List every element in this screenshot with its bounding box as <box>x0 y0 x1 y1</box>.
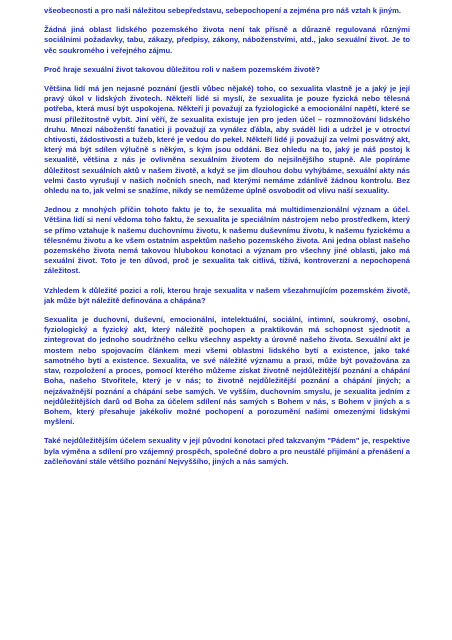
question-heading-2: Vzhledem k důležité pozici a roli, kterou hraje sexualita v našem všezahrnujícím pozemském životě, jak může být náležitě definována a chápána? <box>44 285 410 305</box>
question-heading-1: Proč hraje sexuální život takovou důležitou roli v našem pozemském životě? <box>44 64 320 74</box>
paragraph-views-on-sexuality: Většina lidí má jen nejasné poznání (jestli vůbec nějaké) toho, co sexualita vlastně je a jaký je její pravý úkol v lidských životech. Někteří lidé si myslí, že sexualita je pouze fyzická nebo tělesná potřeba, která musí být uspokojena. Někteří ji považují za fyziologické a emocionální napětí, které se musí příležitostně vybít. Jiní věří, že sexualita existuje jen pro jeden účel – rozmnožování lidského druhu. Mnozí náboženští fanatici ji považují za vynález ďábla, aby sváděl lidi a udržel je v otroctví chtivosti, žádostivosti a tužeb, které je vedou do pekel. Někteří lidé ji považují za velmi posvátný akt, který má být sdílen výlučně s někým, s kým jsou oddáni. Bez ohledu na to, jaký je náš postoj k sexualitě, většina z nás je ovlivněna sexuálním životem do nejsilnějšího stupně. Ale popíráme důležitost sexuálních aktů v našem životě, a když se jim dlouhou dobu vyhýbáme, sexuální akty nás velmi často vyrušují v našich nočních snech, nad kterými nemáme zdánlivě žádnou kontrolu. Bez ohledu na to, jak velmi se snažíme, nikdy se nemůžeme úplně osvobodit od vlivu naší sexuality. <box>44 84 410 196</box>
paragraph-regulation: Žádná jiná oblast lidského pozemského života není tak přísně a důrazně regulovaná různými sociálními požadavky, tabu, zákazy, předpisy, zákony, náboženstvími, atd., jako sexuální život. Je to věc soukromého i veřejného zájmu. <box>44 25 410 55</box>
paragraph-multidimensional: Jednou z mnohých příčin tohoto faktu je to, že sexualita má multidimenzionální význam a účel. Většina lidí si není vědoma toho faktu, že sexualita je speciálním nástrojem nebo prostředkem, který se přímo vztahuje k našemu duchovnímu životu, k našemu duševnímu životu, k našemu fyzickému a tělesnému životu a ke všem ostatním aspektům našeho pozemského života. Ani jedna oblast našeho pozemského života nemá takovou hlubokou konotaci a význam pro všechny jiné oblasti, jako má sexuální život. Toto je ten důvod, proč je sexualita tak citlivá, tížívá, kontroverzní a nepochopená záležitost. <box>44 205 410 276</box>
paragraph-definition: Sexualita je duchovní, duševní, emocionální, intelektuální, sociální, intimní, soukromý, osobní, fyziologický a fyzický akt, který náležitě pochopen a praktikován má schopnost sjednotit a zintegrovat do jednoho soudržného celku všechny aspekty a úrovně našeho života. Sexuální akt je mostem nebo spojovacím článkem mezi všemi oblastmi lidského bytí a existence, jako také samotného bytí a existence. Sexualita, ve své náležité významu a praxi, může být považována za stav, rozpoložení a proces, pomocí kterého můžeme získat životně nejdůležitější poznání a chápání Boha, našeho Stvořitele, který je v nás; to životně nejdůležitější poznání a chápání jiných; a nejzávažnější poznání a chápání sebe samých. Ve vyšším, duchovním smyslu, je sexualita jedním z nejdůležitějších darů od Boha za účelem sdílení nás samých s Bohem v nás, s Bohem v jiných a s Bohem, který přesahuje jakékoliv možné pochopení a porozumění našimi omezenými lidskými myšlení. <box>44 315 410 427</box>
paragraph-purpose: Také nejdůležitějším účelem sexuality v její původní konotaci před takzvaným "Pádem" je, respektive byla výměna a sdílení pro vzájemný prospěch, společné dobro a pro neustálé přijímání a přenášení a začleňování stále většího poznání Nejvyššího, jiných a nás samých. <box>44 436 410 466</box>
paragraph-intro-continuation: všeobecnosti a pro naši náležitou sebepředstavu, sebepochopení a zejména pro náš vztah k jiným. <box>44 6 402 15</box>
